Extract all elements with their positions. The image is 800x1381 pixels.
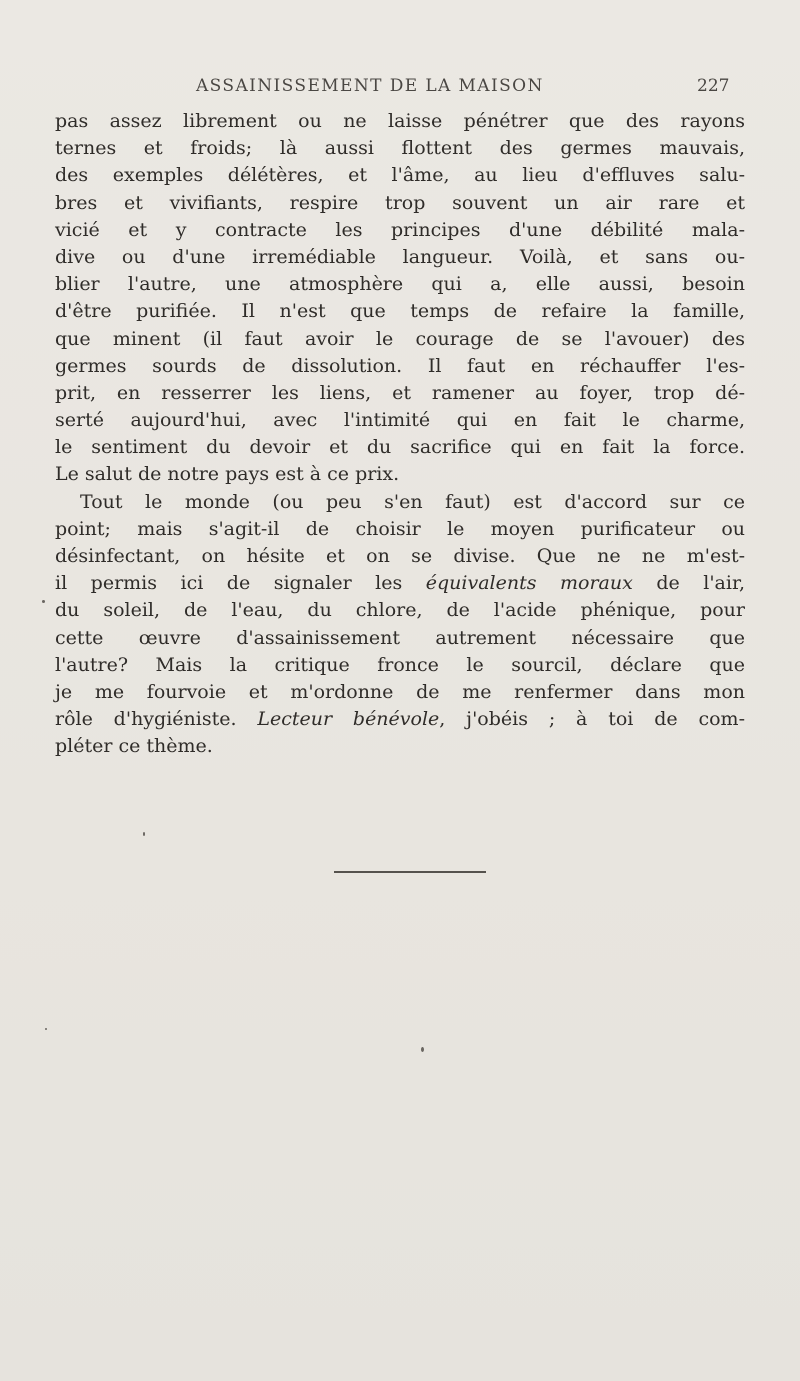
text-line: bres et vivifiants, respire trop souvent un air rare et <box>55 191 745 214</box>
text-line: blier l'autre, une atmosphère qui a, elle aussi, besoin <box>55 273 745 296</box>
paper-speck <box>143 832 145 836</box>
text-line: l'autre? Mais la critique fronce le sourcil, déclare que <box>55 653 745 676</box>
text-line: pas assez librement ou ne laisse pénétrer que des rayons <box>55 110 745 132</box>
text-line <box>55 706 745 733</box>
text-span: , j'obéis ; à toi de com- <box>439 708 745 731</box>
text-line: du soleil, de l'eau, du chlore, de l'acide phénique, pour <box>55 599 745 622</box>
text-line: que minent (il faut avoir le courage de se l'avouer) des <box>55 327 745 350</box>
text-line: Le salut de notre pays est à ce prix. <box>55 463 400 486</box>
text-line: Tout le monde (ou peu s'en faut) est d'accord sur ce <box>80 490 745 513</box>
text-line: serté aujourd'hui, avec l'intimité qui en fait le charme, <box>55 409 745 432</box>
paper-speck <box>421 1047 424 1052</box>
paragraph-2 <box>55 489 745 761</box>
text-span: rôle d'hygiéniste. <box>55 708 258 731</box>
text-line: prit, en resserrer les liens, et ramener au foyer, trop dé- <box>55 381 745 404</box>
running-header <box>0 76 800 100</box>
text-line: je me fourvoie et m'ordonne de me renfermer dans mon <box>55 680 745 703</box>
section-divider <box>334 871 486 873</box>
text-span: il permis ici de signaler les <box>55 572 426 595</box>
text-line: ternes et froids; là aussi flottent des germes mauvais, <box>55 137 745 160</box>
text-span: de l'air, <box>632 572 745 595</box>
paper-speck <box>45 1028 47 1030</box>
text-line: point; mais s'agit-il de choisir le moyen purificateur ou <box>55 517 745 540</box>
emphasis-lecteur-benevole: Lecteur bénévole <box>257 708 440 731</box>
running-title: ASSAINISSEMENT DE LA MAISON <box>196 76 544 96</box>
text-line: dive ou d'une irremédiable langueur. Voilà, et sans ou- <box>55 245 745 268</box>
text-line: germes sourds de dissolution. Il faut en réchauffer l'es- <box>55 354 745 377</box>
text-line <box>55 570 745 597</box>
emphasis-equivalents-moraux: équivalents moraux <box>425 572 633 595</box>
text-line: désinfectant, on hésite et on se divise. Que ne ne m'est- <box>55 545 745 567</box>
text-line: le sentiment du devoir et du sacrifice qui en fait la force. <box>55 436 745 459</box>
text-line: cette œuvre d'assainissement autrement nécessaire que <box>55 626 745 649</box>
body-text <box>55 108 745 761</box>
page-number: 227 <box>697 76 730 96</box>
paragraph-1 <box>55 108 745 489</box>
text-line: d'être purifiée. Il n'est que temps de refaire la famille, <box>55 300 745 323</box>
paper-speck <box>42 600 45 603</box>
text-line: pléter ce thème. <box>55 735 213 758</box>
text-line: des exemples délétères, et l'âme, au lieu d'effluves salu- <box>55 164 745 187</box>
text-line: vicié et y contracte les principes d'une débilité mala- <box>55 218 745 241</box>
